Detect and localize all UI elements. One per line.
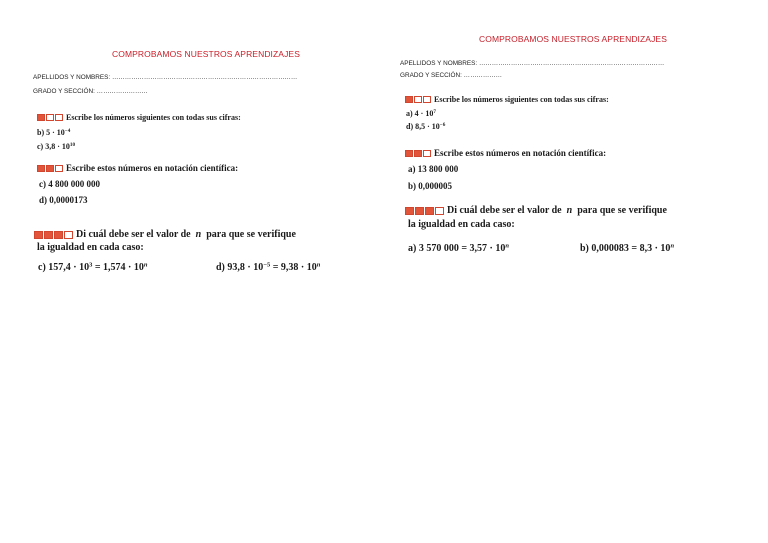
grado-field: GRADO Y SECCIÓN: ………………: [400, 72, 503, 79]
exercise-1-item-b: b) $5 \cdot 10^{-4}$: [37, 128, 71, 137]
exercise-2-item-c: c) 4 800 000 000: [39, 179, 100, 189]
exercise-2-heading: Escribe estos números en notación científica:: [405, 148, 606, 158]
exercise-1-item-c: c) $3,8 \cdot 10^{10}$: [37, 142, 76, 151]
exercise-2-item-b: b) 0,000005: [408, 181, 453, 191]
exercise-3-heading: Di cuál debe ser el valor de n para que se verifique: [405, 205, 667, 216]
exercise-3-item-c: c) $157,4 \cdot 10^3 = 1,574 \cdot 10^n$: [38, 261, 148, 273]
exercise-2-heading: Escribe estos números en notación científica:: [37, 163, 238, 173]
right-worksheet: [384, 0, 768, 543]
difficulty-icon: [37, 114, 63, 121]
difficulty-icon: [405, 96, 431, 103]
difficulty-icon: [405, 150, 431, 157]
worksheet-title: COMPROBAMOS NUESTROS APRENDIZAJES: [479, 34, 667, 44]
exercise-3-heading-line2: la igualdad en cada caso:: [37, 242, 144, 253]
exercise-2-item-d: d) 0,0000173: [39, 195, 88, 205]
exercise-1-item-a: a) $4 \cdot 10^7$: [406, 109, 436, 118]
apellidos-field: APELLIDOS Y NOMBRES: ……………………………………………………………………………: [400, 60, 665, 67]
difficulty-icon: [37, 165, 63, 172]
exercise-3-item-b: b) $0,000083 = 8,3 \cdot 10^n$: [580, 242, 675, 254]
exercise-1-item-d: d) $8,5 \cdot 10^{-6}$: [406, 122, 446, 131]
exercise-1-heading: Escribe los números siguientes con todas sus cifras:: [405, 95, 609, 104]
worksheet-title: COMPROBAMOS NUESTROS APRENDIZAJES: [112, 49, 300, 59]
exercise-3-heading: Di cuál debe ser el valor de n para que se verifique: [34, 229, 296, 240]
exercise-3-item-a: a) 3 570 $000 = 3,57 \cdot 10^n$: [408, 242, 509, 254]
difficulty-icon: [34, 231, 73, 239]
exercise-3-heading-line2: la igualdad en cada caso:: [408, 219, 515, 230]
difficulty-icon: [405, 207, 444, 215]
apellidos-field: APELLIDOS Y NOMBRES: ……………………………………………………………………………: [33, 74, 298, 81]
exercise-1-heading: Escribe los números siguientes con todas sus cifras:: [37, 113, 241, 122]
exercise-2-item-a: a) 13 800 000: [408, 164, 459, 174]
grado-field: GRADO Y SECCIÓN: ……………………: [33, 88, 148, 95]
exercise-3-item-d: d) $93,8 \cdot 10^{-5} = 9,38 \cdot 10^n$: [216, 261, 321, 273]
